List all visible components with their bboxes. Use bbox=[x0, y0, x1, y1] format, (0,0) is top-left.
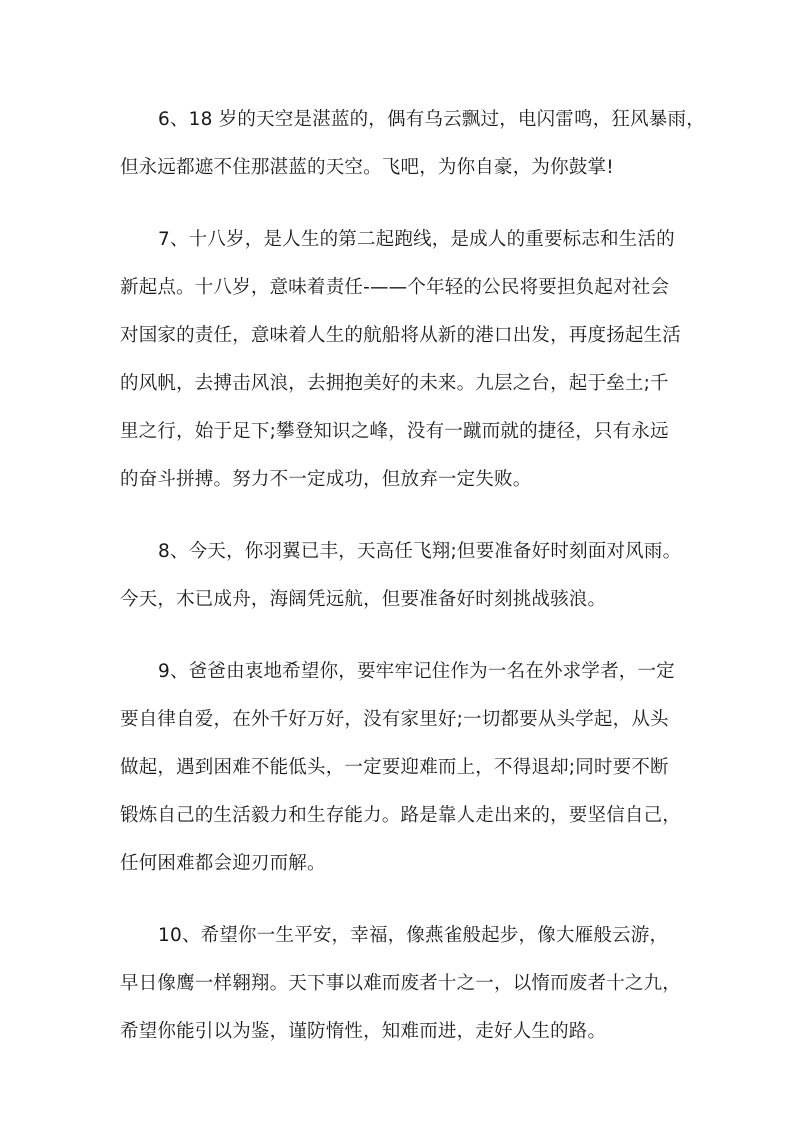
paragraph-line: 的风帆，去搏击风浪，去拥抱美好的未来。九层之台，起于垒土;千 bbox=[120, 373, 669, 394]
paragraph-10 bbox=[120, 912, 696, 1056]
paragraph-line: 6、18 岁的天空是湛蓝的，偶有乌云飘过，电闪雷鸣，狂风暴雨， bbox=[158, 109, 705, 130]
paragraph-spacer bbox=[120, 888, 696, 912]
paragraph-line: 7、十八岁，是人生的第二起跑线，是成人的重要标志和生活的 bbox=[158, 229, 675, 250]
paragraph-line: 早日像鹰一样翱翔。天下事以难而废者十之一，以惰而废者十之九， bbox=[120, 973, 682, 994]
paragraph-line: 里之行，始于足下;攀登知识之峰，没有一蹴而就的捷径，只有永远 bbox=[120, 421, 669, 442]
paragraph-line: 新起点。十八岁，意味着责任-——个年轻的公民将要担负起对社会 bbox=[120, 277, 670, 298]
paragraph-6 bbox=[120, 96, 705, 192]
paragraph-line: 9、爸爸由衷地希望你，要牢牢记住作为一名在外求学者，一定 bbox=[158, 661, 675, 682]
paragraph-9 bbox=[120, 648, 696, 888]
paragraph-line: 今天，木已成舟，海阔凭远航，但要准备好时刻挑战骇浪。 bbox=[120, 589, 607, 610]
paragraph-line: 的奋斗拼搏。努力不一定成功，但放弃一定失败。 bbox=[120, 469, 532, 490]
paragraph-spacer bbox=[120, 504, 696, 528]
paragraph-line: 8、今天，你羽翼已丰，天高任飞翔;但要准备好时刻面对风雨。 bbox=[158, 541, 682, 562]
paragraph-line: 要自律自爱，在外千好万好，没有家里好;一切都要从头学起，从头 bbox=[120, 709, 669, 730]
paragraph-spacer bbox=[120, 192, 696, 216]
paragraph-7 bbox=[120, 216, 696, 504]
paragraph-line: 锻炼自己的生活毅力和生存能力。路是靠人走出来的，要坚信自己， bbox=[120, 805, 682, 826]
document-body bbox=[120, 96, 705, 1056]
paragraph-line: 任何困难都会迎刃而解。 bbox=[120, 853, 326, 874]
paragraph-8 bbox=[120, 528, 696, 624]
paragraph-line: 对国家的责任，意味着人生的航船将从新的港口出发，再度扬起生活 bbox=[120, 325, 682, 346]
paragraph-line: 做起，遇到困难不能低头，一定要迎难而上，不得退却;同时要不断 bbox=[120, 757, 669, 778]
paragraph-line: 10、希望你一生平安，幸福，像燕雀般起步，像大雁般云游， bbox=[158, 925, 669, 946]
paragraph-spacer bbox=[120, 624, 696, 648]
paragraph-line: 但永远都遮不住那湛蓝的天空。飞吧，为你自豪，为你鼓掌! bbox=[120, 157, 614, 178]
paragraph-line: 希望你能引以为鉴，谨防惰性，知难而进，走好人生的路。 bbox=[120, 1021, 607, 1042]
